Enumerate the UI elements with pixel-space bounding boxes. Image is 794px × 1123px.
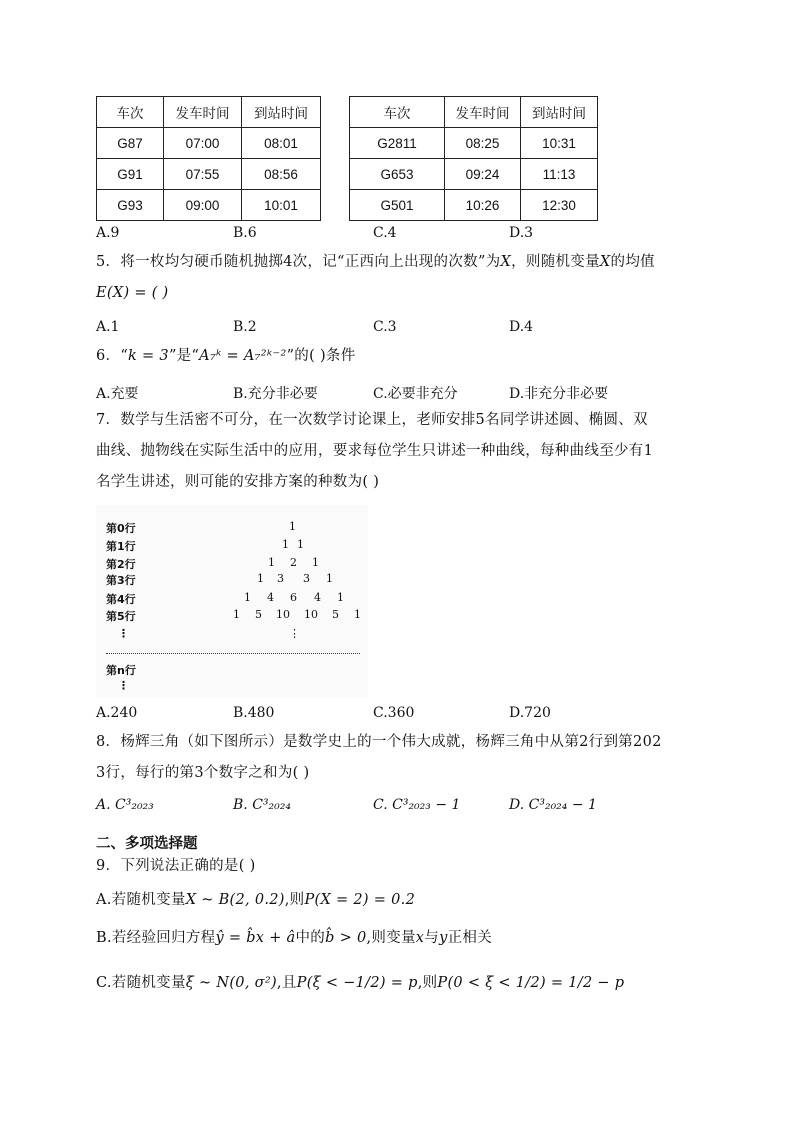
option-c: C.必要非充分 bbox=[373, 386, 458, 402]
option-a: A.9 bbox=[96, 225, 120, 241]
question-8 bbox=[96, 727, 708, 789]
table-cell: 09:24 bbox=[445, 159, 521, 190]
triangle-number: 1 bbox=[289, 520, 296, 533]
table-cell: 10:31 bbox=[521, 128, 598, 159]
triangle-number: 1 bbox=[233, 608, 240, 621]
table-cell: 08:56 bbox=[242, 159, 321, 190]
option-a: A.1 bbox=[96, 319, 120, 335]
q8-line: 3行，每行的第3个数字之和为( ) bbox=[96, 765, 310, 781]
q7-options bbox=[96, 705, 716, 729]
row-label: ⋮ bbox=[118, 679, 129, 692]
table-cell: G93 bbox=[97, 190, 164, 221]
option-b: B.2 bbox=[233, 319, 257, 335]
table-cell: 09:00 bbox=[164, 190, 242, 221]
table-cell: G2811 bbox=[350, 128, 445, 159]
table-header: 发车时间 bbox=[164, 97, 242, 128]
row-label: 第0行 bbox=[106, 522, 136, 535]
table-cell: 07:55 bbox=[164, 159, 242, 190]
option-b: B.充分非必要 bbox=[233, 386, 318, 402]
table-cell: 10:26 bbox=[445, 190, 521, 221]
triangle-number: 1 bbox=[257, 572, 264, 585]
table-header: 到站时间 bbox=[242, 97, 321, 128]
schedule-table-left bbox=[96, 96, 321, 221]
q5-options bbox=[96, 319, 716, 343]
q5-line-2: E(X) = ( ) bbox=[96, 285, 169, 301]
table-cell: G653 bbox=[350, 159, 445, 190]
triangle-number: 5 bbox=[255, 608, 262, 621]
row-label: 第5行 bbox=[106, 610, 136, 623]
table-cell: 12:30 bbox=[521, 190, 598, 221]
option-d: D.非充分非必要 bbox=[509, 386, 609, 402]
option-d: D.3 bbox=[509, 225, 534, 241]
option-d: D.720 bbox=[509, 705, 551, 721]
yang-hui-triangle-figure bbox=[96, 505, 368, 697]
table-header: 车次 bbox=[350, 97, 445, 128]
triangle-number: 1 bbox=[244, 591, 251, 604]
q5-line-1: 5．将一枚均匀硬币随机抛掷4次，记“正西向上出现的次数”为X，则随机变量X的均值 bbox=[96, 254, 655, 270]
option-c: C. C³₂₀₂₃ − 1 bbox=[373, 797, 461, 813]
table-cell: G91 bbox=[97, 159, 164, 190]
table-header: 发车时间 bbox=[445, 97, 521, 128]
row-label: 第4行 bbox=[106, 593, 136, 606]
table-cell: 07:00 bbox=[164, 128, 242, 159]
question-7 bbox=[96, 405, 708, 498]
table-header: 车次 bbox=[97, 97, 164, 128]
option-a: A. C³₂₀₂₃ bbox=[96, 797, 154, 813]
option-b: B.6 bbox=[233, 225, 257, 241]
triangle-number: 4 bbox=[314, 591, 321, 604]
triangle-number: 2 bbox=[290, 556, 297, 569]
q8-line: 8．杨辉三角（如下图所示）是数学史上的一个伟大成就，杨辉三角中从第2行到第202 bbox=[96, 734, 662, 750]
triangle-number: 4 bbox=[267, 591, 274, 604]
row-label: ⋮ bbox=[118, 627, 129, 640]
question-9-stem: 9．下列说法正确的是( ) bbox=[96, 858, 256, 874]
q7-line: 曲线、抛物线在实际生活中的应用，要求每位学生只讲述一种曲线，每种曲线至少有1 bbox=[96, 443, 654, 459]
row-label: 第n行 bbox=[106, 664, 136, 677]
q9-option-a: A.若随机变量X ~ B(2, 0.2),则P(X = 2) = 0.2 bbox=[96, 892, 416, 908]
triangle-number: 10 bbox=[304, 608, 318, 621]
triangle-number: 1 bbox=[312, 556, 319, 569]
triangle-number: 1 bbox=[297, 538, 304, 551]
q7-line: 7．数学与生活密不可分，在一次数学讨论课上，老师安排5名同学讲述圆、椭圆、双 bbox=[96, 412, 648, 428]
schedule-table-right bbox=[349, 96, 598, 221]
triangle-number: 6 bbox=[290, 591, 297, 604]
table-cell: 08:25 bbox=[445, 128, 521, 159]
table-cell: G501 bbox=[350, 190, 445, 221]
option-a: A.240 bbox=[96, 705, 138, 721]
q7-line: 名学生讲述，则可能的安排方案的种数为( ) bbox=[96, 474, 380, 490]
option-a: A.充要 bbox=[96, 386, 139, 402]
table-header: 到站时间 bbox=[521, 97, 598, 128]
row-label: 第3行 bbox=[106, 574, 136, 587]
row-label: 第1行 bbox=[106, 540, 136, 553]
option-c: C.360 bbox=[373, 705, 415, 721]
triangle-number: 3 bbox=[303, 572, 310, 585]
q6-options bbox=[96, 383, 716, 407]
row-label: 第2行 bbox=[106, 558, 136, 571]
q9-option-c: C.若随机变量ξ ~ N(0, σ²),且P(ξ < −1/2) = p,则P(0 < ξ < 1/2) = 1/2 − p bbox=[96, 975, 625, 991]
table-cell: 08:01 bbox=[242, 128, 321, 159]
vertical-ellipsis: ⋮ bbox=[289, 627, 300, 640]
triangle-number: 1 bbox=[337, 591, 344, 604]
option-b: B. C³₂₀₂₄ bbox=[233, 797, 291, 813]
question-6: 6．“k = 3”是“A₇ᵏ = A₇²ᵏ⁻²”的( )条件 bbox=[96, 348, 356, 364]
triangle-number: 10 bbox=[276, 608, 290, 621]
q4-options bbox=[96, 225, 716, 249]
dotted-divider bbox=[106, 653, 360, 654]
table-cell: G87 bbox=[97, 128, 164, 159]
triangle-number: 1 bbox=[354, 608, 361, 621]
option-d: D. C³₂₀₂₄ − 1 bbox=[509, 797, 597, 813]
triangle-number: 3 bbox=[277, 572, 284, 585]
table-cell: 10:01 bbox=[242, 190, 321, 221]
option-c: C.4 bbox=[373, 225, 397, 241]
section-title: 二、多项选择题 bbox=[96, 836, 198, 852]
triangle-number: 1 bbox=[268, 556, 275, 569]
option-b: B.480 bbox=[233, 705, 275, 721]
triangle-number: 1 bbox=[326, 572, 333, 585]
option-c: C.3 bbox=[373, 319, 397, 335]
table-cell: 11:13 bbox=[521, 159, 598, 190]
option-d: D.4 bbox=[509, 319, 534, 335]
q9-option-b: B.若经验回归方程ŷ = b̂x + â中的b̂ > 0,则变量x与y正相关 bbox=[96, 930, 492, 946]
q8-options bbox=[96, 797, 716, 821]
question-5 bbox=[96, 247, 708, 309]
triangle-number: 5 bbox=[332, 608, 339, 621]
triangle-number: 1 bbox=[282, 538, 289, 551]
